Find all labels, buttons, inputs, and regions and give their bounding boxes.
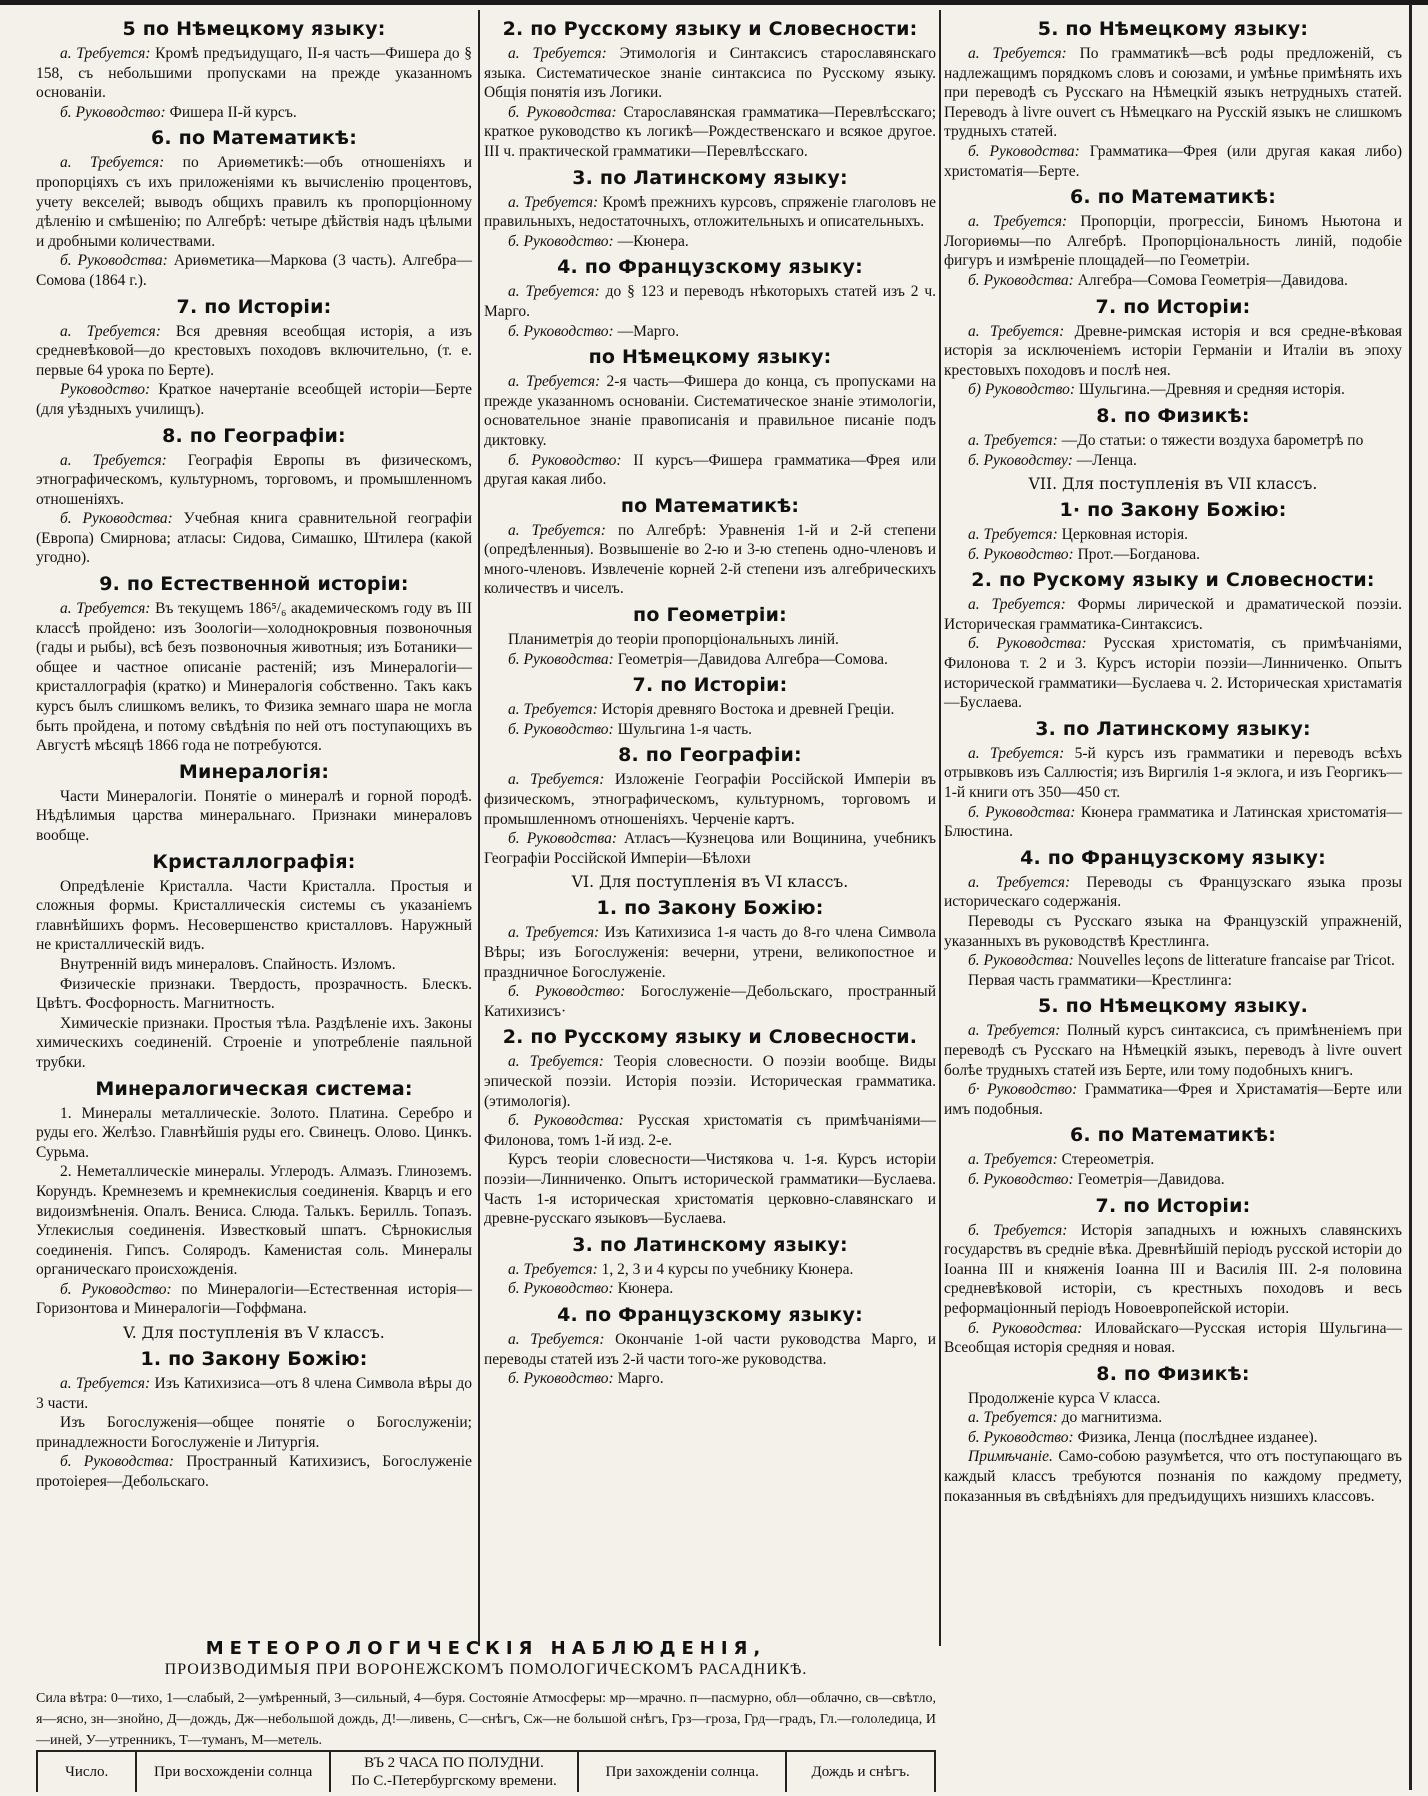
paragraph xyxy=(484,770,936,829)
paragraph-lead: а. Требуется: xyxy=(508,193,599,211)
paragraph xyxy=(484,451,936,490)
paragraph xyxy=(484,1369,936,1389)
column-divider xyxy=(478,10,480,1646)
paragraph-text: Nouvelles leçons de litterature francaise par Tricot. xyxy=(1077,952,1395,970)
paragraph-text: Грамматика—Фрея и Христаматія—Берте или имъ подобныя. xyxy=(944,1081,1402,1118)
section xyxy=(36,760,472,846)
section xyxy=(944,846,1402,991)
paragraph-lead: а. Требуется: xyxy=(968,744,1065,762)
paragraph-lead: а. Требуется: xyxy=(968,431,1058,449)
column-divider xyxy=(939,10,941,1646)
paragraph-text: Марго. xyxy=(617,1370,664,1388)
paragraph-text: Алгебра—Сомова Геометрія—Давидова. xyxy=(1077,271,1348,289)
class-subheading: V. Для поступленія въ V классъ. xyxy=(123,1324,385,1343)
paragraph xyxy=(36,380,472,419)
paragraph-text: Краткое начертаніе всеобщей исторіи—Берте (для уѣздныхъ училищъ). xyxy=(36,381,472,418)
paragraph-lead: б. Руководства: xyxy=(508,103,617,121)
paragraph xyxy=(484,720,936,740)
paragraph-lead: а. Требуется: xyxy=(968,1151,1058,1169)
paragraph-lead: б. Руководство: xyxy=(968,1428,1074,1446)
section-heading: 2. по Рускому языку и Словесности: xyxy=(971,569,1375,592)
paragraph-lead: а. Требуется: xyxy=(968,596,1066,614)
paragraph-lead: а. Требуется: xyxy=(508,45,607,62)
paragraph-text: 1. Минералы металлическіе. Золото. Платина. Серебро и руды его. Желѣзо. Главнѣйшія руды его. Свинецъ. Олово. Цинкъ. Сурьма. xyxy=(36,1104,472,1161)
paragraph xyxy=(944,212,1402,271)
paragraph xyxy=(36,877,472,955)
section-heading: 2. по Русскому языку и Словесности: xyxy=(502,18,918,40)
paragraph-lead: б. Руководства: xyxy=(60,510,173,528)
paragraph xyxy=(944,1221,1402,1319)
paragraph-text: Продолженіе курса V класса. xyxy=(968,1389,1161,1407)
paragraph xyxy=(484,322,936,342)
paragraph-lead: а. Требуется: xyxy=(60,45,151,62)
paragraph xyxy=(484,630,936,650)
header-sunset: При захожденіи солнца. xyxy=(578,1751,786,1792)
paragraph xyxy=(36,1374,472,1413)
paragraph-lead: а. Требуется: xyxy=(508,771,605,789)
paragraph xyxy=(944,595,1402,634)
paragraph-lead: а. Требуется: xyxy=(508,924,600,942)
paragraph xyxy=(944,1319,1402,1358)
paragraph-lead: б. Руководство: xyxy=(508,983,626,1001)
paragraph-text: Церковная исторія. xyxy=(1061,526,1188,544)
paragraph-text: Изъ Катихизиса—отъ 8 члена Символа вѣры до 3 части. xyxy=(36,1375,473,1412)
paragraph xyxy=(944,271,1402,291)
section xyxy=(36,295,472,420)
section-heading: 1. по Закону Божію: xyxy=(596,897,824,920)
paragraph-lead: б. Руководство: xyxy=(508,1370,614,1388)
section-heading: 8. по Физикѣ: xyxy=(1096,404,1250,427)
paragraph xyxy=(36,599,472,756)
paragraph-text: Географія Европы въ физическомъ, этнографическомъ, культурномъ, торговомъ, и промышленномъ отношеніяхъ. xyxy=(36,451,472,508)
paragraph-lead: а. Требуется: xyxy=(508,1053,604,1071)
section xyxy=(484,494,936,599)
paragraph-text: Шульгина.—Древняя и средняя исторія. xyxy=(1078,381,1345,399)
paragraph xyxy=(484,1111,936,1150)
paragraph-lead: б. Руководства: xyxy=(968,1319,1083,1337)
section xyxy=(944,295,1402,400)
paragraph-text: Кюнера грамматика и Латинская христоматія—Блюстина. xyxy=(944,803,1403,841)
header-noon xyxy=(330,1751,578,1792)
header-sunrise: При восхожденіи солнца xyxy=(136,1751,330,1792)
header-noon-line2: По С.-Петербургскому времени. xyxy=(351,1773,557,1789)
paragraph-lead: б· Руководство: xyxy=(968,1081,1078,1099)
paragraph-lead: а. Требуется: xyxy=(968,45,1067,62)
paragraph-lead: б. Руководства: xyxy=(968,271,1074,289)
paragraph-text: по Минералогіи—Естественная исторія—Горизонтова и Минералогіи—Гоффмана. xyxy=(36,1280,473,1318)
paragraph-lead: б. Руководства: xyxy=(968,952,1074,970)
paragraph-text: По грамматикѣ—всѣ роды предложеній, съ надлежащимъ порядкомъ словъ и союзами, и умѣнье примѣнять ихъ при переводѣ съ Русскаго на Нѣмецкій языкъ нетрудныхъ статей. Переводъ à livre ouvert съ Нѣмецкаго на Русскій языкъ не слишкомъ трудныхъ статей. xyxy=(944,45,1402,141)
paragraph xyxy=(944,1021,1402,1080)
meteo-subtitle: ПРОИЗВОДИМЫЯ ПРИ ВОРОНЕЖСКОМЪ ПОМОЛОГИЧЕСКОМЪ РАСАДНИКѢ. xyxy=(164,1661,808,1678)
paragraph xyxy=(944,1389,1402,1409)
paragraph xyxy=(944,525,1402,545)
paragraph-text: Исторія древняго Востока и древней Греціи. xyxy=(601,701,895,719)
meteo-legend: Сила вѣтра: 0—тихо, 1—слабый, 2—умѣренный, 3—сильный, 4—буря. Состояніе Атмосферы: мр—мрачно. п—пасмурно, обл—облачно, св—свѣтло, я—ясно, зн—знойно, Д—дождь, Дж—небольшой дождь, Д!—ливень, С—снѣгъ, Сж—не большой снѣгъ, Грз—гроза, Грд—градъ, Гл.—гололедица, И—иней, У—утренникъ, Т—туманъ, М—метель. xyxy=(36,1691,936,1748)
section-heading: 2. по Русскому языку и Словесности. xyxy=(502,1026,918,1049)
section xyxy=(36,424,472,569)
paragraph-text: Пространный Катихизисъ, Богослуженіе протоіерея—Дебольскаго. xyxy=(36,1453,472,1491)
paragraph-text: —Марго. xyxy=(617,322,680,340)
paragraph-text: 2-я часть—Фишера до конца, съ пропусками на прежде указанномъ основаніи. Систематическое знаніе этимологіи, основательное знаніе правописанія и правильное писаніе подъ диктовку. xyxy=(484,373,937,449)
paragraph-text: 5-й курсъ изъ грамматики и переводъ всѣхъ отрывковъ изъ Саллюстія; изъ Виргилія 1-я эклога, и изъ Георгикъ—1-й книги отъ 350—450 ст. xyxy=(944,744,1403,802)
paragraph xyxy=(36,975,472,1014)
section xyxy=(36,1323,472,1343)
paragraph-text: Русская христоматія съ примѣчаніями—Филонова, томъ 1-й изд. 2-е. xyxy=(484,1112,937,1149)
paragraph-lead: а. Требуется: xyxy=(508,701,598,719)
paragraph-lead: б. Руководство: xyxy=(60,1280,172,1298)
paragraph-lead: а. Требуется: xyxy=(968,213,1068,231)
section xyxy=(36,850,472,1073)
paragraph-lead: Руководство: xyxy=(60,381,151,399)
section-heading: 1. по Закону Божію: xyxy=(140,1348,368,1371)
header-noon-line1: ВЪ 2 ЧАСА ПО ПОЛУДНИ. xyxy=(364,1755,544,1771)
paragraph-text: Формы лирической и драматической поэзіи. Историческая грамматика-Синтаксисъ. xyxy=(944,596,1403,633)
section xyxy=(484,166,936,252)
paragraph xyxy=(944,803,1402,842)
class-subheading: VI. Для поступленія въ VI классъ. xyxy=(571,873,849,892)
section-heading: 4. по Французскому языку: xyxy=(557,256,863,279)
section xyxy=(944,994,1402,1119)
paragraph-lead: б. Требуется: xyxy=(968,1221,1068,1239)
section-heading: 6. по Математикѣ: xyxy=(1069,1124,1277,1147)
paragraph-lead: б. Руководство: xyxy=(508,720,614,738)
paragraph-text: по Алгебрѣ: Уравненія 1-й и 2-й степени (опредѣленныя). Возвышеніе во 2-ю и 3-ю степень одно-членовъ и много-членовъ. Извлеченіе корней 2-й степени изъ алгебрическихъ количествъ и чиселъ. xyxy=(484,521,936,598)
paragraph-lead: а. Требуется: xyxy=(968,1022,1061,1040)
paragraph-text: Части Минералогіи. Понятіе о минералѣ и горной породѣ. Нѣдѣлимыя царства минеральнаго. Признаки минераловъ вообще. xyxy=(36,787,472,844)
paragraph-text: Пропорціи, прогрессіи, Биномъ Ньютона и Логориѳмы—по Алгебрѣ. Пропорціональность линій, подобіе фигуръ и измѣреніе площадей—по Геометріи. xyxy=(944,213,1403,270)
paragraph-text: Учебная книга сравнительной географіи (Европа) Смирнова; атласы: Сидова, Симашко, Штилера (какой угодно). xyxy=(36,510,472,567)
paragraph xyxy=(944,142,1402,181)
paragraph-text: Иловайскаго—Русская исторія Шульгина—Всеобщая исторія средняя и новая. xyxy=(944,1319,1403,1357)
section xyxy=(944,17,1402,181)
paragraph xyxy=(944,44,1402,142)
paragraph xyxy=(944,1408,1402,1428)
paragraph xyxy=(484,282,936,321)
paragraph-text: Этимологія и Синтаксисъ старославянскаго языка. Систематическое знаніе синтаксиса по Русскому языку. Общія понятія изъ Логики. xyxy=(484,45,937,102)
paragraph xyxy=(36,322,472,381)
paragraph-lead: б. Руководству: xyxy=(968,451,1073,469)
section-heading: 3. по Латинскому языку: xyxy=(572,1233,848,1256)
section xyxy=(484,872,936,892)
paragraph-text: Шульгина 1-я часть. xyxy=(617,720,753,738)
paragraph xyxy=(484,44,936,103)
paragraph-text: 2. Неметаллическіе минералы. Углеродъ. Алмазъ. Глиноземъ. Корундъ. Кремнеземъ и кремнекислыя соединенія. Кварцъ и его видоизмѣненія. Опалъ. Вениса. Слюда. Талькъ. Берилль. Топазъ. Углекислыя соединенія. Известковый шпатъ. Сѣрнокислыя соединенія. Гипсъ. Соляродъ. Каменистая соль. Минералы органическаго происхожденія. xyxy=(36,1163,472,1279)
section-heading: 7. по Исторіи: xyxy=(176,295,332,318)
paragraph-text: Въ текущемъ 186⁵/₆ академическомъ году въ III классѣ пройдено: изъ Зоологіи—холоднокровныя позвоночныя (гады и рыбы), всѣ безъ позвоночныя животныя; изъ Ботаники—общее и частное описаніе растеній; изъ Минералогіи—кристаллографія (кратко) и Минералогія собственно. Такъ какъ курсъ былъ слишкомъ великъ, то Физика земнаго шара не могла быть пройдена, и потому свѣдѣнія по ней отъ поступающихъ въ Августѣ мѣсяцѣ 1866 года не потребуются. xyxy=(36,600,473,755)
top-border xyxy=(0,0,1428,5)
text-column-2 xyxy=(484,14,936,1393)
section-heading: 5. по Нѣмецкому языку. xyxy=(1037,995,1309,1018)
paragraph xyxy=(36,1104,472,1163)
paragraph xyxy=(944,744,1402,803)
meteorological-section xyxy=(36,1638,936,1751)
section xyxy=(484,17,936,162)
paragraph-text: Изъ Катихизиса 1-я часть до 8-го члена Символа Вѣры; изъ Богослуженія: вечерни, утрени, великопостное и праздничное Богослуженіе. xyxy=(484,924,937,981)
paragraph xyxy=(944,322,1402,381)
paragraph-lead: а. Требуется: xyxy=(968,322,1065,340)
paragraph-text: Физическіе признаки. Твердость, прозрачность. Блескъ. Цвѣтъ. Фосфорность. Магнитность. xyxy=(36,975,472,1013)
paragraph xyxy=(484,1150,936,1228)
paragraph-lead: а. Требуется: xyxy=(968,1409,1058,1427)
paragraph xyxy=(484,193,936,232)
paragraph xyxy=(484,372,936,450)
section xyxy=(944,1123,1402,1189)
paragraph xyxy=(944,1428,1402,1448)
paragraph-lead: б. Руководство: xyxy=(508,232,614,250)
section-heading: 8. по Географіи: xyxy=(618,744,802,767)
paragraph-lead: а. Требуется: xyxy=(508,373,601,391)
section xyxy=(944,1194,1402,1358)
paragraph-text: Русская христоматія, съ примѣчаніями, Филонова т. 2 и 3. Курсъ исторіи поэзіи—Линниченко. Опытъ исторической грамматики—Буслаева ч. 2. Историческая христаматія—Буслаева. xyxy=(944,635,1403,712)
section-heading: 6. по Математикѣ: xyxy=(1069,186,1277,209)
table-header-row xyxy=(37,1751,935,1792)
section xyxy=(944,474,1402,494)
paragraph-text: Древне-римская исторія и вся средне-вѣковая исторія за исключеніемъ исторіи Германіи и Италіи въ эпоху крестовыхъ походовъ и послѣ нея. xyxy=(944,322,1402,379)
section-heading: Минералогическая система: xyxy=(95,1077,413,1100)
section-heading: по Геометріи: xyxy=(633,604,787,627)
paragraph-lead: б. Руководство: xyxy=(508,451,622,469)
section-heading: 7. по Исторіи: xyxy=(1095,1194,1251,1217)
paragraph xyxy=(944,1170,1402,1190)
paragraph xyxy=(484,103,936,162)
paragraph-lead: а. Требуется: xyxy=(60,600,151,618)
section-heading: 8. по Физикѣ: xyxy=(1096,1362,1250,1385)
section xyxy=(484,743,936,868)
paragraph-text: —До статьи: о тяжести воздуха барометрѣ по xyxy=(1061,431,1364,449)
section xyxy=(36,572,472,756)
paragraph-text: 1, 2, 3 и 4 курсы по учебнику Кюнера. xyxy=(601,1260,854,1278)
paragraph xyxy=(36,787,472,846)
paragraph-text: II курсъ—Фишера грамматика—Фрея или другая какая либо. xyxy=(484,451,936,489)
section-heading: 9. по Естественной исторіи: xyxy=(99,573,409,596)
section xyxy=(944,717,1402,842)
paragraph-lead: б. Руководство: xyxy=(60,103,166,121)
paragraph-text: Переводы съ Французскаго языка прозы историческаго содержанія. xyxy=(944,873,1403,911)
section xyxy=(36,17,472,122)
paragraph-text: Планиметрія до теоріи пропорціональныхъ линій. xyxy=(508,631,839,649)
paragraph-lead: б. Руководство: xyxy=(968,1170,1074,1188)
section-heading: 8. по Географіи: xyxy=(162,424,346,447)
text-column-1 xyxy=(36,14,472,1496)
paragraph xyxy=(484,923,936,982)
paragraph xyxy=(944,912,1402,951)
paragraph-lead: б. Руководство: xyxy=(968,545,1074,563)
paragraph-lead: б. Руководства: xyxy=(508,830,617,848)
paragraph xyxy=(484,1330,936,1369)
paragraph-text: Кюнера. xyxy=(617,1280,674,1298)
paragraph-text: до магнитизма. xyxy=(1061,1409,1163,1427)
section xyxy=(484,345,936,490)
section xyxy=(944,498,1402,564)
paragraph-lead: а. Требуется: xyxy=(508,521,606,539)
paragraph-lead: б. Руководства: xyxy=(968,803,1076,821)
paragraph xyxy=(36,251,472,290)
paragraph-text: Старославянская грамматика—Перевлѣсскаго; краткое руководство къ логикѣ—Рождественскаго и всякое другое. III ч. практической грамматики—Перевлѣсскаго. xyxy=(484,103,937,160)
paragraph-text: Переводы съ Русскаго языка на Французскій упражненій, указанныхъ въ руководствѣ Крестлинга. xyxy=(944,913,1402,950)
paragraph xyxy=(484,232,936,252)
section xyxy=(484,896,936,1021)
paragraph-lead: б. Руководства: xyxy=(60,252,168,270)
paragraph-text: Само-собою разумѣется, что отъ поступающаго въ каждый классъ требуются познанія по каждому предмету, показанныя въ свѣдѣніяхъ для предъидущихъ низшихъ классовъ. xyxy=(944,1448,1403,1505)
paragraph-lead: а. Требуется: xyxy=(968,873,1071,891)
paragraph-text: Изложеніе Географіи Россійской Имперіи въ физическомъ, этнографическомъ, культурномъ, торговомъ и промышленномъ отношеніяхъ. Черченіе картъ. xyxy=(484,771,937,828)
paragraph-lead: а. Требуется: xyxy=(60,1375,151,1393)
paragraph-lead: а. Требуется: xyxy=(60,154,165,172)
paragraph-lead: б. Руководства: xyxy=(60,1453,175,1471)
section-heading: Кристаллографія: xyxy=(152,850,356,873)
paragraph-text: Полный курсъ синтаксиса, съ примѣненіемъ при переводѣ съ Русскаго на Нѣмецкій языкъ, переводъ à livre ouvert болѣе трудныхъ статей изъ Берте, или тому подобныхъ книгъ. xyxy=(944,1022,1403,1079)
paragraph xyxy=(36,955,472,975)
paragraph-text: Стереометрія. xyxy=(1061,1151,1155,1169)
paragraph-text: по Ариѳметикѣ:—объ отношеніяхъ и пропорціяхъ съ ихъ приложеніями къ вычисленію процентовъ, учету векселей; выводъ общихъ правилъ къ пропорціонному дѣленію и смѣшенію; по Алгебрѣ: четыре дѣйствія надъ цѣлыми и дробными количествами. xyxy=(36,154,472,250)
paragraph-lead: а. Требуется: xyxy=(508,283,600,301)
paragraph xyxy=(944,431,1402,451)
paragraph xyxy=(944,634,1402,712)
paragraph-text: Курсъ теоріи словесности—Чистякова ч. 1-я. Курсъ исторіи поэзіи—Линниченко. Опытъ исторической грамматики—Буслаева. Часть 1-я историческая христоматія церковно-славянскаго и древне-русскаго языковъ—Буслаева. xyxy=(484,1151,936,1228)
paragraph xyxy=(944,873,1402,912)
paragraph xyxy=(36,1162,472,1280)
paragraph-lead: б. Руководство: xyxy=(508,1280,614,1298)
paragraph-text: Ариѳметика—Маркова (3 часть). Алгебра—Сомова (1864 г.). xyxy=(36,252,472,289)
section xyxy=(944,404,1402,470)
paragraph-text: Атласъ—Кузнецова или Вощинина, учебникъ Географіи Россійской Имперіи—Бѣлохи xyxy=(484,830,936,867)
paragraph-lead: а. Требуется: xyxy=(60,451,167,469)
section xyxy=(36,126,472,290)
paragraph-lead: а. Требуется: xyxy=(968,526,1058,544)
paragraph-text: Теорія словесности. О поэзіи вообще. Виды эпической поэзіи. Исторія поэзіи. Историческая грамматика. (этимологія). xyxy=(484,1053,937,1110)
section xyxy=(484,1233,936,1299)
section xyxy=(484,1303,936,1389)
paragraph-text: Химическіе признаки. Простыя тѣла. Раздѣленіе ихъ. Законы химическихъ соединеній. Строеніе и употребленіе паяльной трубки. xyxy=(36,1014,472,1071)
paragraph-text: Изъ Богослуженія—общее понятіе о Богослуженіи; принадлежности Богослуженіе и Литургія. xyxy=(36,1414,472,1451)
paragraph xyxy=(36,1014,472,1073)
paragraph xyxy=(484,982,936,1021)
header-number: Число. xyxy=(37,1751,136,1792)
section-heading: по Нѣмецкому языку: xyxy=(588,346,832,369)
paragraph xyxy=(484,1052,936,1111)
paragraph-text: —Ленца. xyxy=(1076,451,1137,469)
paragraph-text: Грамматика—Фрея (или другая какая либо) христоматія—Берте. xyxy=(944,142,1402,180)
section xyxy=(944,1362,1402,1507)
paragraph-text: Окончаніе 1-ой части руководства Марго, и переводы статей изъ 2-й части того-же руководства. xyxy=(484,1330,936,1368)
paragraph xyxy=(944,1080,1402,1119)
paragraph-text: Внутренній видъ минераловъ. Спайность. Изломъ. xyxy=(60,955,396,973)
paragraph xyxy=(484,829,936,868)
paragraph-lead: б. Руководства: xyxy=(968,635,1087,653)
section xyxy=(36,1347,472,1492)
paragraph xyxy=(484,1260,936,1280)
section-heading: 3. по Латинскому языку: xyxy=(572,166,848,189)
paragraph-lead: Примѣчаніе. xyxy=(968,1448,1053,1466)
paragraph-text: Кромѣ прежнихъ курсовъ, спряженіе глаголовъ не правильныхъ, недостаточныхъ, отложительныхъ и описательныхъ. xyxy=(484,193,937,231)
paragraph-text: Геометрія—Давидова. xyxy=(1077,1170,1225,1188)
text-column-3 xyxy=(944,14,1402,1510)
paragraph xyxy=(36,1280,472,1319)
paragraph xyxy=(944,971,1402,991)
paragraph xyxy=(484,700,936,720)
section xyxy=(484,255,936,341)
paragraph xyxy=(944,380,1402,400)
header-rain-snow: Дождь и снѣгъ. xyxy=(786,1751,935,1792)
section-heading: 7. по Исторіи: xyxy=(1095,295,1251,318)
paragraph-lead: а. Требуется: xyxy=(508,1260,598,1278)
paragraph xyxy=(944,1447,1402,1506)
meteo-title: МЕТЕОРОЛОГИЧЕСКІЯ НАБЛЮДЕНІЯ, xyxy=(205,1638,767,1659)
paragraph-text: Прот.—Богданова. xyxy=(1077,545,1200,563)
paragraph xyxy=(484,521,936,599)
paragraph-text: Физика, Ленца (послѣднее изданее). xyxy=(1077,1428,1318,1446)
paragraph-lead: б. Руководство: xyxy=(508,322,614,340)
paragraph xyxy=(944,951,1402,971)
paragraph xyxy=(36,44,472,103)
paragraph-lead: б) Руководство: xyxy=(968,381,1076,399)
paragraph-text: Вся древняя всеобщая исторія, а изъ средневѣковой—до крестовыхъ походовъ включительно, (т. е. первые 64 урока по Берте). xyxy=(36,322,472,379)
section xyxy=(484,673,936,739)
paragraph xyxy=(944,451,1402,471)
paragraph-lead: б. Руководства: xyxy=(508,650,614,668)
section xyxy=(36,1077,472,1320)
paragraph xyxy=(36,103,472,123)
page-edge-rule xyxy=(1409,4,1412,1790)
paragraph-text: Фишера II-й курсъ. xyxy=(169,103,297,121)
paragraph-text: до § 123 и переводъ нѣкоторыхъ статей изъ 2 ч. Марго. xyxy=(484,283,936,320)
section xyxy=(484,603,936,669)
section-heading: по Математикѣ: xyxy=(620,494,800,517)
paragraph xyxy=(36,451,472,510)
section-heading: 5 по Нѣмецкому языку: xyxy=(122,18,386,40)
section xyxy=(944,568,1402,713)
paragraph xyxy=(944,545,1402,565)
paragraph-lead: б. Руководства: xyxy=(508,1112,624,1130)
section xyxy=(484,1025,936,1228)
class-subheading: VII. Для поступленія въ VII классъ. xyxy=(1028,475,1318,494)
paragraph xyxy=(36,509,472,568)
paragraph-text: —Кюнера. xyxy=(617,232,689,250)
section-heading: Минералогія: xyxy=(178,760,330,783)
paragraph-text: Исторія западныхъ и южныхъ славянскихъ государствъ въ средніе вѣка. Древнѣйшій періодъ русской исторіи до Іоанна III и княженія Іоанна III и Василія III. 2-я половина средневѣковой исторіи, съ крестныхъ походовъ и весь реформаціонный періодъ Новоевропейской исторіи. xyxy=(944,1221,1402,1317)
section-heading: 4. по Французскому языку: xyxy=(1020,846,1326,869)
paragraph xyxy=(484,650,936,670)
section xyxy=(944,185,1402,290)
paragraph xyxy=(944,1150,1402,1170)
section-heading: 1· по Закону Божію: xyxy=(1059,499,1287,522)
paragraph-lead: б. Руководства: xyxy=(968,142,1080,160)
paragraph xyxy=(36,1413,472,1452)
paragraph xyxy=(36,153,472,251)
section-heading: 6. по Математикѣ: xyxy=(150,127,358,150)
paragraph-text: Геометрія—Давидова Алгебра—Сомова. xyxy=(617,650,888,668)
paragraph xyxy=(484,1279,936,1299)
observations-table xyxy=(36,1750,936,1792)
paragraph-text: Первая часть грамматики—Крестлинга: xyxy=(968,971,1232,989)
section-heading: 3. по Латинскому языку: xyxy=(1035,717,1311,740)
paragraph-lead: а. Требуется: xyxy=(60,322,161,340)
section-heading: 4. по Французскому языку: xyxy=(557,1303,863,1326)
paragraph xyxy=(36,1452,472,1491)
paragraph-lead: а. Требуется: xyxy=(508,1330,605,1348)
section-heading: 5. по Нѣмецкому языку: xyxy=(1037,18,1309,40)
paragraph-text: Кромѣ предъидущаго, II-я часть—Фишера до § 158, съ небольшими пропусками на прежде указанномъ основаніи. xyxy=(36,45,473,102)
paragraph-text: Богослуженіе—Дебольскаго, пространный Катихизисъ· xyxy=(484,983,937,1020)
section-heading: 7. по Исторіи: xyxy=(632,674,788,697)
paragraph-text: Опредѣленіе Кристалла. Части Кристалла. Простыя и сложныя формы. Кристаллическія системы съ указаніемъ главнѣйшихъ формъ. Несовершенство кристалловъ. Наружный не кристаллическій видъ. xyxy=(36,877,472,954)
